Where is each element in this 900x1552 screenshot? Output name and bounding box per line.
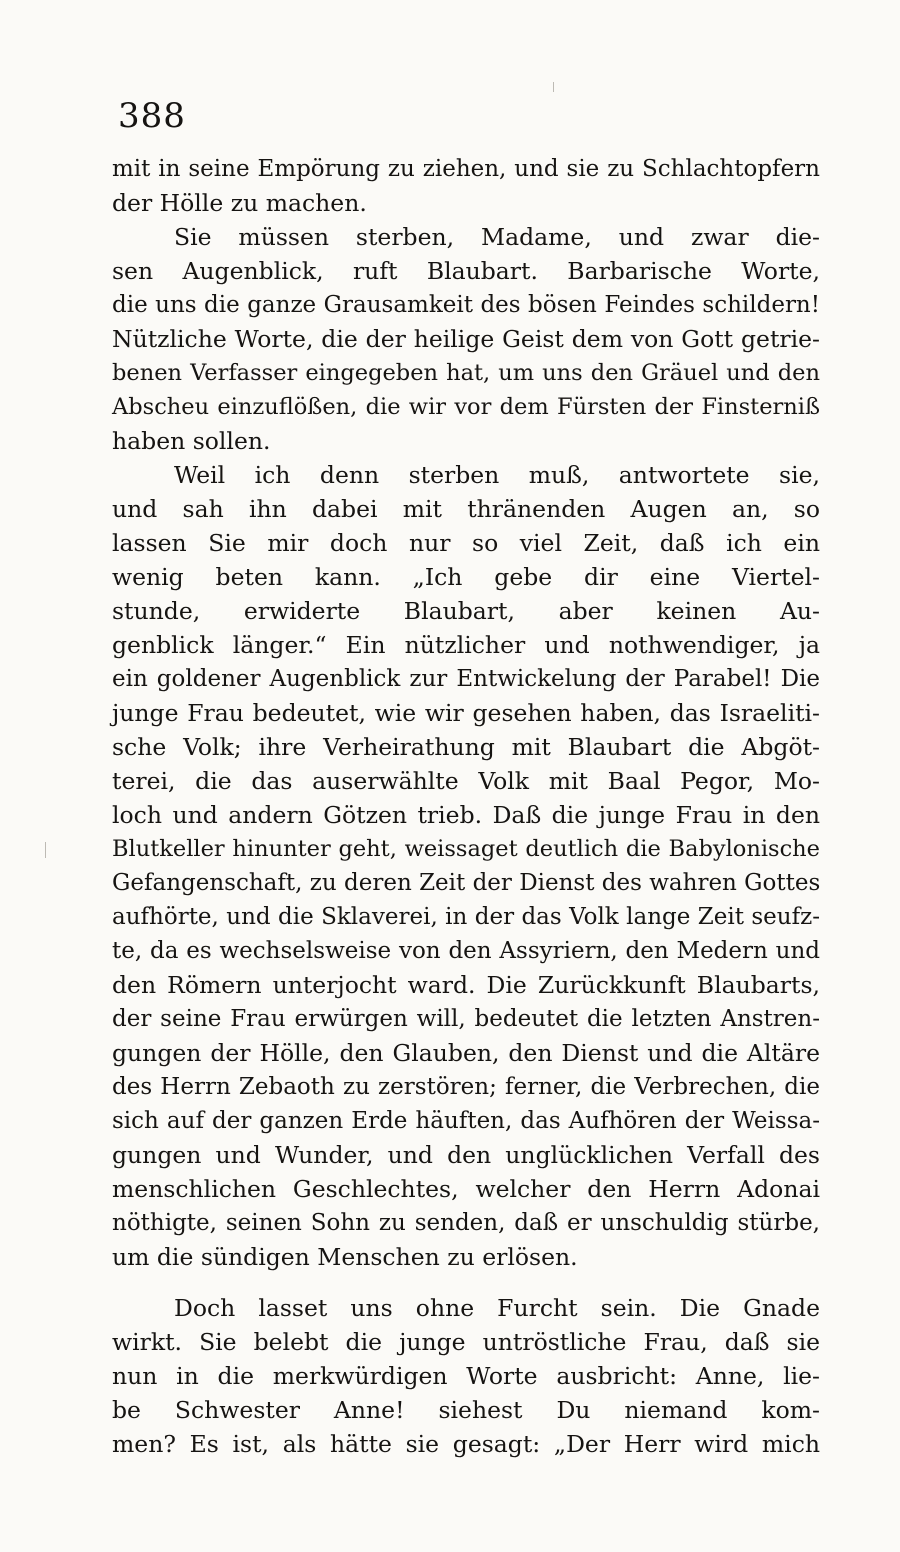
- margin-mark-middle: [45, 842, 46, 858]
- text-line: Nützliche Worte, die der heilige Geist dem von Gott getrie-: [112, 325, 820, 353]
- text-line: men? Es ist, als hätte sie gesagt: „Der Herr wird mich: [112, 1430, 820, 1458]
- text-line: der Hölle zu machen.: [112, 189, 367, 217]
- text-line: haben sollen.: [112, 427, 271, 455]
- text-line: genblick länger.“ Ein nützlicher und nothwendiger, ja: [112, 631, 820, 659]
- text-line: terei, die das auserwählte Volk mit Baal Pegor, Mo-: [112, 767, 820, 795]
- text-line: stunde, erwiderte Blaubart, aber keinen Au-: [112, 597, 820, 625]
- text-line: lassen Sie mir doch nur so viel Zeit, daß ich ein: [112, 529, 820, 557]
- text-line: und sah ihn dabei mit thränenden Augen an, so: [112, 495, 820, 523]
- text-line: den Römern unterjocht ward. Die Zurückkunft Blaubarts,: [112, 971, 820, 999]
- text-line: gungen und Wunder, und den unglücklichen Verfall des: [112, 1141, 820, 1169]
- text-line: mit in seine Empörung zu ziehen, und sie zu Schlachtopfern: [112, 156, 820, 182]
- text-line: um die sündigen Menschen zu erlösen.: [112, 1243, 578, 1271]
- text-line: junge Frau bedeutet, wie wir gesehen haben, das Israeliti-: [112, 699, 820, 727]
- text-line: wirkt. Sie belebt die junge untröstliche Frau, daß sie: [112, 1328, 820, 1356]
- text-line: aufhörte, und die Sklaverei, in der das Volk lange Zeit seufz-: [112, 904, 820, 930]
- text-line: gungen der Hölle, den Glauben, den Dienst und die Altäre: [112, 1039, 820, 1067]
- text-line: menschlichen Geschlechtes, welcher den Herrn Adonai: [112, 1175, 820, 1203]
- text-line: des Herrn Zebaoth zu zerstören; ferner, die Verbrechen, die: [112, 1074, 820, 1100]
- text-line: nöthigte, seinen Sohn zu senden, daß er unschuldig stürbe,: [112, 1210, 820, 1236]
- text-line: sen Augenblick, ruft Blaubart. Barbarische Worte,: [112, 257, 820, 285]
- text-line: loch und andern Götzen trieb. Daß die junge Frau in den: [112, 801, 820, 829]
- margin-mark-top: [553, 82, 554, 92]
- text-line: ein goldener Augenblick zur Entwickelung der Parabel! Die: [112, 666, 820, 692]
- text-line: Gefangenschaft, zu deren Zeit der Dienst des wahren Gottes: [112, 870, 821, 896]
- text-line: wenig beten kann. „Ich gebe dir eine Viertel-: [112, 563, 820, 591]
- text-line: sche Volk; ihre Verheirathung mit Blaubart die Abgöt-: [112, 733, 820, 761]
- text-line: nun in die merkwürdigen Worte ausbricht: Anne, lie-: [112, 1362, 820, 1390]
- text-line: Weil ich denn sterben muß, antwortete sie,: [174, 461, 820, 489]
- text-line: Sie müssen sterben, Madame, und zwar die-: [174, 223, 820, 251]
- text-line: sich auf der ganzen Erde häuften, das Aufhören der Weissa-: [112, 1108, 820, 1134]
- text-line: benen Verfasser eingegeben hat, um uns den Gräuel und den: [112, 360, 820, 386]
- text-line: Abscheu einzuflößen, die wir vor dem Fürsten der Finsterniß: [112, 394, 820, 420]
- text-line: die uns die ganze Grausamkeit des bösen Feindes schildern!: [112, 292, 820, 318]
- text-block-final-paragraph: [112, 1291, 820, 1461]
- text-block-main: [112, 152, 820, 1274]
- page-number: 388: [118, 96, 186, 136]
- text-line: der seine Frau erwürgen will, bedeutet die letzten Anstren-: [112, 1006, 820, 1032]
- text-line: te, da es wechselsweise von den Assyriern, den Medern und: [112, 938, 820, 964]
- text-line: Blutkeller hinunter geht, weissaget deutlich die Babylonische: [112, 836, 820, 862]
- text-line: Doch lasset uns ohne Furcht sein. Die Gnade: [174, 1294, 820, 1322]
- text-line: be Schwester Anne! siehest Du niemand kom-: [112, 1396, 820, 1424]
